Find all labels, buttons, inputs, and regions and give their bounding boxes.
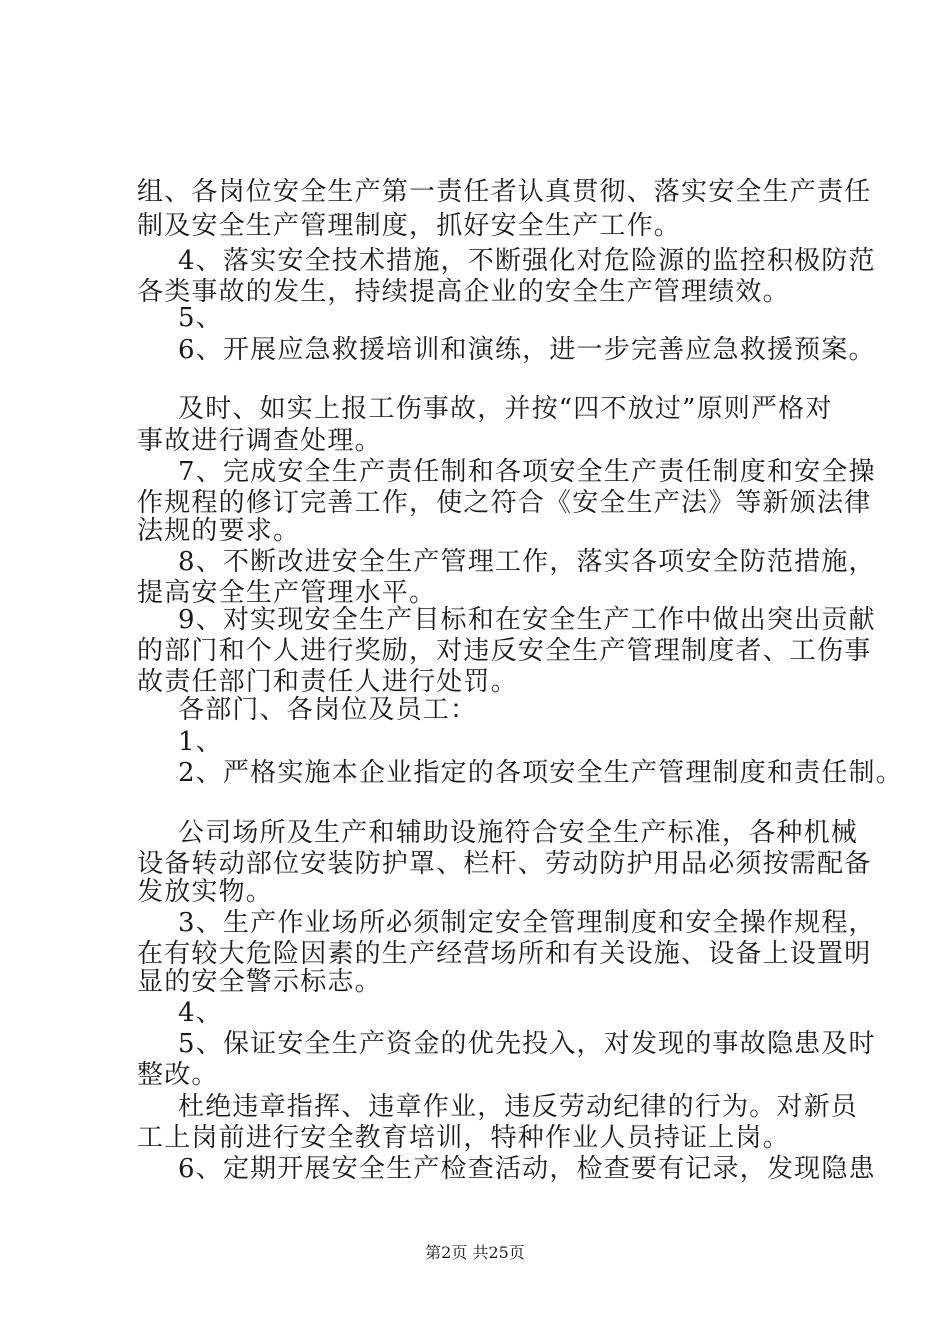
text-line: 各类事故的发生，持续提高企业的安全生产管理绩效。 (137, 277, 790, 307)
text-line: 在有较大危险因素的生产经营场所和有关设施、设备上设置明 (137, 939, 872, 969)
text-line: 发放实物。 (137, 877, 274, 907)
text-line: 故责任部门和责任人进行处罚。 (137, 667, 518, 697)
text-line: 6、开展应急救援培训和演练，进一步完善应急救援预案。 (178, 335, 876, 365)
text-line: 4、落实安全技术措施，不断强化对危险源的监控积极防范 (178, 246, 876, 276)
text-line: 公司场所及生产和辅助设施符合安全生产标准，各种机械 (178, 818, 859, 848)
text-line: 提高安全生产管理水平。 (137, 578, 437, 608)
text-line: 作规程的修订完善工作，使之符合《安全生产法》等新颁法律 (137, 488, 872, 518)
text-line: 2、严格实施本企业指定的各项安全生产管理制度和责任制。 (178, 758, 903, 788)
text-line: 事故进行调查处理。 (137, 426, 382, 456)
text-line: 设备转动部位安装防护罩、栏杆、劳动防护用品必须按需配备 (137, 849, 872, 879)
text-line: 的部门和个人进行奖励，对违反安全生产管理制度者、工伤事 (137, 636, 872, 666)
text-line: 及时、如实上报工伤事故，并按“四不放过”原则严格对 (178, 394, 833, 424)
page-number-footer: 第2页 共25页 (425, 1243, 525, 1262)
text-line: 6、定期开展安全生产检查活动，检查要有记录，发现隐患 (178, 1154, 876, 1184)
text-line: 整改。 (137, 1060, 219, 1090)
text-line: 组、各岗位安全生产第一责任者认真贯彻、落实安全生产责任 (137, 177, 872, 207)
text-line: 3、生产作业场所必须制定安全管理制度和安全操作规程， (178, 908, 876, 938)
text-line: 5、保证安全生产资金的优先投入，对发现的事故隐患及时 (178, 1029, 876, 1059)
text-line: 法规的要求。 (137, 516, 301, 546)
text-line: 5、 (178, 303, 223, 333)
text-line: 9、对实现安全生产目标和在安全生产工作中做出突出贡献 (178, 605, 876, 635)
text-line: 显的安全警示标志。 (137, 967, 382, 997)
text-line: 杜绝违章指挥、违章作业，违反劳动纪律的行为。对新员 (178, 1092, 859, 1122)
text-line: 工上岗前进行安全教育培训，特种作业人员持证上岗。 (137, 1123, 790, 1153)
text-line: 4、 (178, 998, 223, 1028)
text-line: 1、 (178, 727, 223, 757)
text-line: 8、不断改进安全生产管理工作，落实各项安全防范措施， (178, 547, 876, 577)
text-line: 7、完成安全生产责任制和各项安全生产责任制度和安全操 (178, 457, 876, 487)
text-line: 制及安全生产管理制度，抓好安全生产工作。 (137, 211, 682, 241)
text-line: 各部门、各岗位及员工： (178, 695, 478, 725)
